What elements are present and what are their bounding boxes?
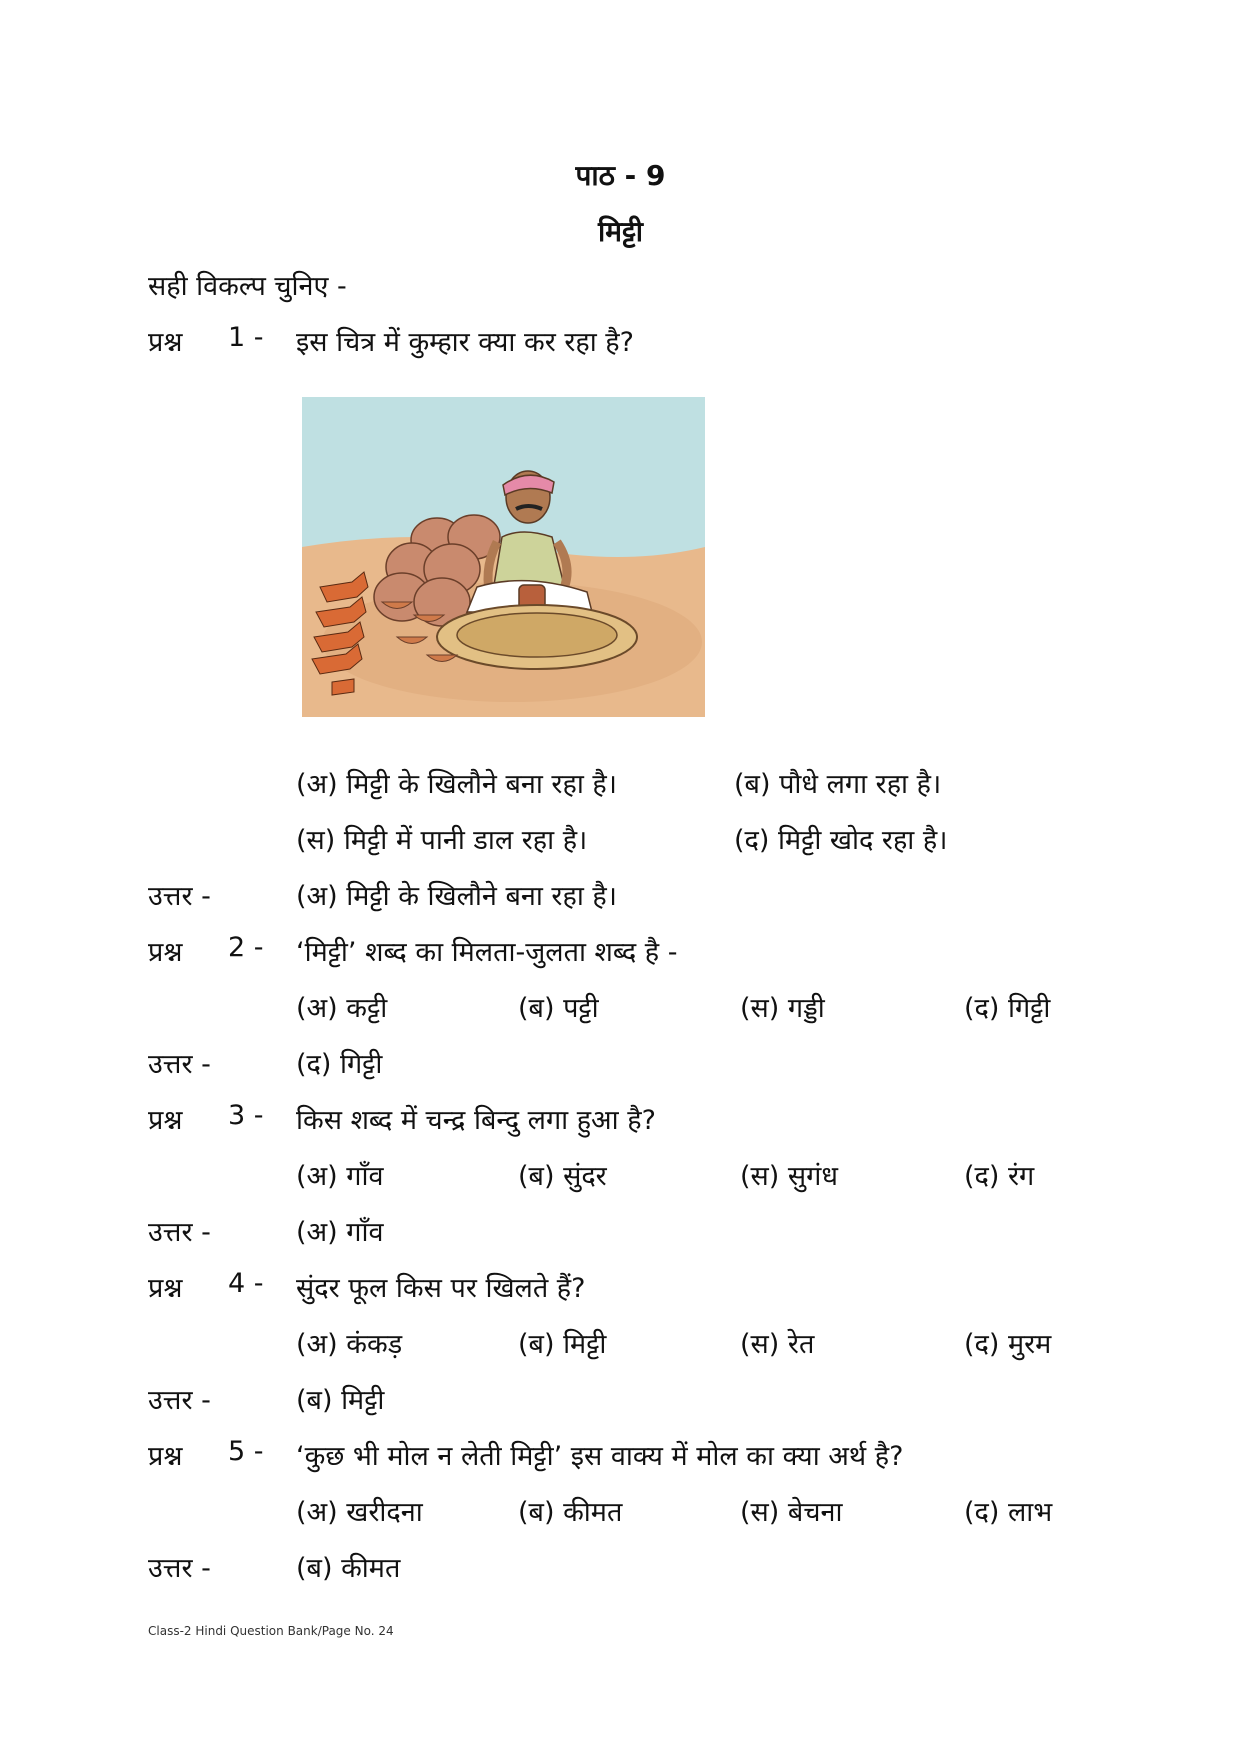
option-c: (स) बेचना bbox=[740, 1497, 843, 1528]
answer-text: (ब) कीमत bbox=[296, 1553, 401, 1584]
question-number: 4 - bbox=[228, 1268, 264, 1299]
option-c: (स) गड्डी bbox=[740, 993, 825, 1024]
question-text: ‘कुछ भी मोल न लेती मिट्टी’ इस वाक्य में मोल का क्या अर्थ है? bbox=[296, 1441, 904, 1472]
option-d: (द) मिट्टी खोद रहा है। bbox=[734, 825, 948, 856]
question-text: सुंदर फूल किस पर खिलते हैं? bbox=[296, 1273, 586, 1304]
option-a: (अ) मिट्टी के खिलौने बना रहा है। bbox=[296, 769, 617, 800]
question-text: इस चित्र में कुम्हार क्या कर रहा है? bbox=[296, 327, 634, 358]
question-label: प्रश्न bbox=[148, 1105, 183, 1136]
option-c: (स) मिट्टी में पानी डाल रहा है। bbox=[296, 825, 588, 856]
instruction-text: सही विकल्प चुनिए - bbox=[148, 271, 347, 302]
potter-illustration bbox=[302, 397, 705, 717]
question-label: प्रश्न bbox=[148, 1441, 183, 1472]
answer-label: उत्तर - bbox=[148, 1385, 211, 1416]
answer-text: (द) गिट्टी bbox=[296, 1049, 383, 1080]
question-number: 3 - bbox=[228, 1100, 264, 1131]
option-b: (ब) कीमत bbox=[518, 1497, 623, 1528]
option-b: (ब) पट्टी bbox=[518, 993, 599, 1024]
option-b: (ब) मिट्टी bbox=[518, 1329, 607, 1360]
option-b: (ब) पौधे लगा रहा है। bbox=[734, 769, 942, 800]
answer-label: उत्तर - bbox=[148, 1217, 211, 1248]
answer-label: उत्तर - bbox=[148, 1049, 211, 1080]
question-label: प्रश्न bbox=[148, 937, 183, 968]
question-number: 2 - bbox=[228, 932, 264, 963]
chapter-heading: पाठ - 9 bbox=[575, 159, 666, 192]
option-d: (द) रंग bbox=[964, 1161, 1035, 1192]
option-a: (अ) खरीदना bbox=[296, 1497, 423, 1528]
option-a: (अ) कंकड़ bbox=[296, 1329, 403, 1360]
question-label: प्रश्न bbox=[148, 1273, 183, 1304]
lesson-title: मिट्टी bbox=[598, 215, 643, 248]
question-text: किस शब्द में चन्द्र बिन्दु लगा हुआ है? bbox=[296, 1105, 656, 1136]
option-d: (द) गिट्टी bbox=[964, 993, 1051, 1024]
question-text: ‘मिट्टी’ शब्द का मिलता-जुलता शब्द है - bbox=[296, 937, 678, 968]
page-footer: Class-2 Hindi Question Bank/Page No. 24 bbox=[148, 1624, 394, 1638]
answer-label: उत्तर - bbox=[148, 1553, 211, 1584]
question-number: 1 - bbox=[228, 322, 264, 353]
question-number: 5 - bbox=[228, 1436, 264, 1467]
option-a: (अ) कट्टी bbox=[296, 993, 388, 1024]
answer-text: (ब) मिट्टी bbox=[296, 1385, 385, 1416]
option-d: (द) मुरम bbox=[964, 1329, 1052, 1360]
option-d: (द) लाभ bbox=[964, 1497, 1053, 1528]
option-b: (ब) सुंदर bbox=[518, 1161, 607, 1192]
answer-text: (अ) मिट्टी के खिलौने बना रहा है। bbox=[296, 881, 617, 912]
answer-text: (अ) गाँव bbox=[296, 1217, 384, 1248]
option-c: (स) रेत bbox=[740, 1329, 815, 1360]
option-c: (स) सुगंध bbox=[740, 1161, 838, 1192]
answer-label: उत्तर - bbox=[148, 881, 211, 912]
option-a: (अ) गाँव bbox=[296, 1161, 384, 1192]
question-label: प्रश्न bbox=[148, 327, 183, 358]
